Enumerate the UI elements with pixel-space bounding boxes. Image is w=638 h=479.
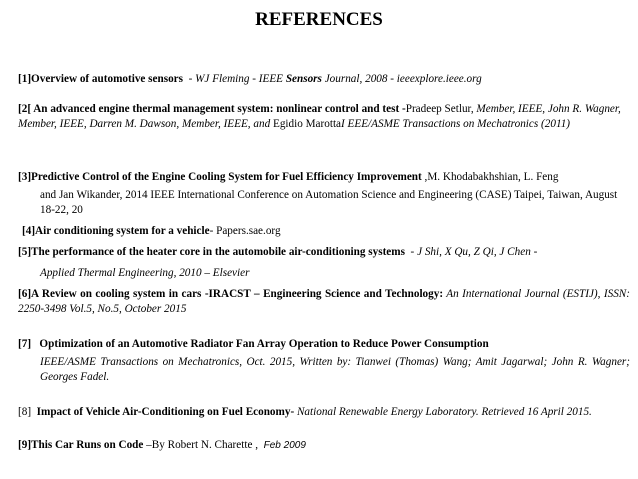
reference-7 [18, 337, 630, 352]
reference-1-title: [1]Overview of automotive sensors [18, 73, 183, 85]
reference-3 [18, 170, 630, 185]
reference-8-source: National Renewable Energy Laboratory. Retrieved 16 April 2015. [294, 406, 592, 418]
reference-1-author: WJ Fleming - IEEE [195, 73, 286, 85]
reference-9-title: [9]This Car Runs on Code [18, 439, 144, 451]
reference-8-title: Impact of Vehicle Air-Conditioning on Fuel Economy- [31, 406, 295, 418]
reference-4-title: [4]Air conditioning system for a vehicle [22, 225, 210, 237]
reference-2-author-last: Egidio Marotta [272, 118, 342, 130]
reference-7-title: [7] Optimization of an Automotive Radiator Fan Array Operation to Reduce Power Consumption [18, 338, 489, 350]
reference-3-authors: ,M. Khodabakhshian, L. Feng [421, 171, 559, 183]
reference-2-authors: Member, IEEE, John R. Wagner, Member, IEEE, Darren M. Dawson, Member, IEEE, and [18, 103, 621, 130]
reference-1-source: Journal, 2008 - ieeexplore.ieee.org [321, 73, 482, 85]
reference-5-title: [5]The performance of the heater core in the automobile air-conditioning systems [18, 246, 405, 258]
reference-8 [18, 405, 630, 420]
reference-9 [18, 438, 630, 453]
reference-9-date: Feb 2009 [263, 440, 306, 451]
reference-7-continued [40, 355, 630, 385]
reference-4-source: - Papers.sae.org [209, 225, 281, 237]
reference-3-title: [3]Predictive Control of the Engine Cooling System for Fuel Efficiency Improvement [18, 171, 422, 183]
reference-5-authors: - J Shi, X Qu, Z Qi, J Chen - [404, 246, 538, 258]
page-title: REFERENCES [255, 9, 383, 30]
reference-3-continued [40, 188, 618, 218]
reference-2 [18, 102, 630, 132]
reference-6-title: [6]A Review on cooling system in cars -IRACST – Engineering Science and Technology: [18, 288, 444, 300]
reference-3-details: and Jan Wikander, 2014 IEEE International Conference on Automation Science and Engineering (CASE) Taipei, Taiwan, August 18-22, 20 [40, 189, 618, 216]
reference-1 [18, 72, 628, 87]
reference-1-bold: Sensors [285, 73, 322, 85]
reference-6 [18, 287, 630, 317]
reference-4 [22, 224, 622, 239]
reference-8-number: [8] [18, 406, 32, 418]
reference-2-title: [2[ An advanced engine thermal management system: nonlinear control and test - [18, 103, 406, 115]
reference-9-author: –By Robert N. Charette , [143, 439, 264, 451]
reference-2-journal: I EEE/ASME Transactions on Mechatronics (2011) [341, 118, 571, 130]
reference-5-continued [40, 266, 620, 281]
reference-6-journal: An International Journal (ESTIJ), ISSN: 2250-3498 Vol.5, No.5, October 2015 [18, 288, 630, 315]
reference-7-details: IEEE/ASME Transactions on Mechatronics, Oct. 2015, Written by: Tianwei (Thomas) Wang; Amit Jagarwal; John R. Wagner; Georges Fadel. [40, 356, 630, 383]
reference-1-sep: - [182, 73, 196, 85]
reference-5-journal: Applied Thermal Engineering, 2010 – Elsevier [40, 267, 250, 279]
reference-2-author-lead: Pradeep Setlur, [405, 103, 477, 115]
reference-5 [18, 245, 630, 260]
